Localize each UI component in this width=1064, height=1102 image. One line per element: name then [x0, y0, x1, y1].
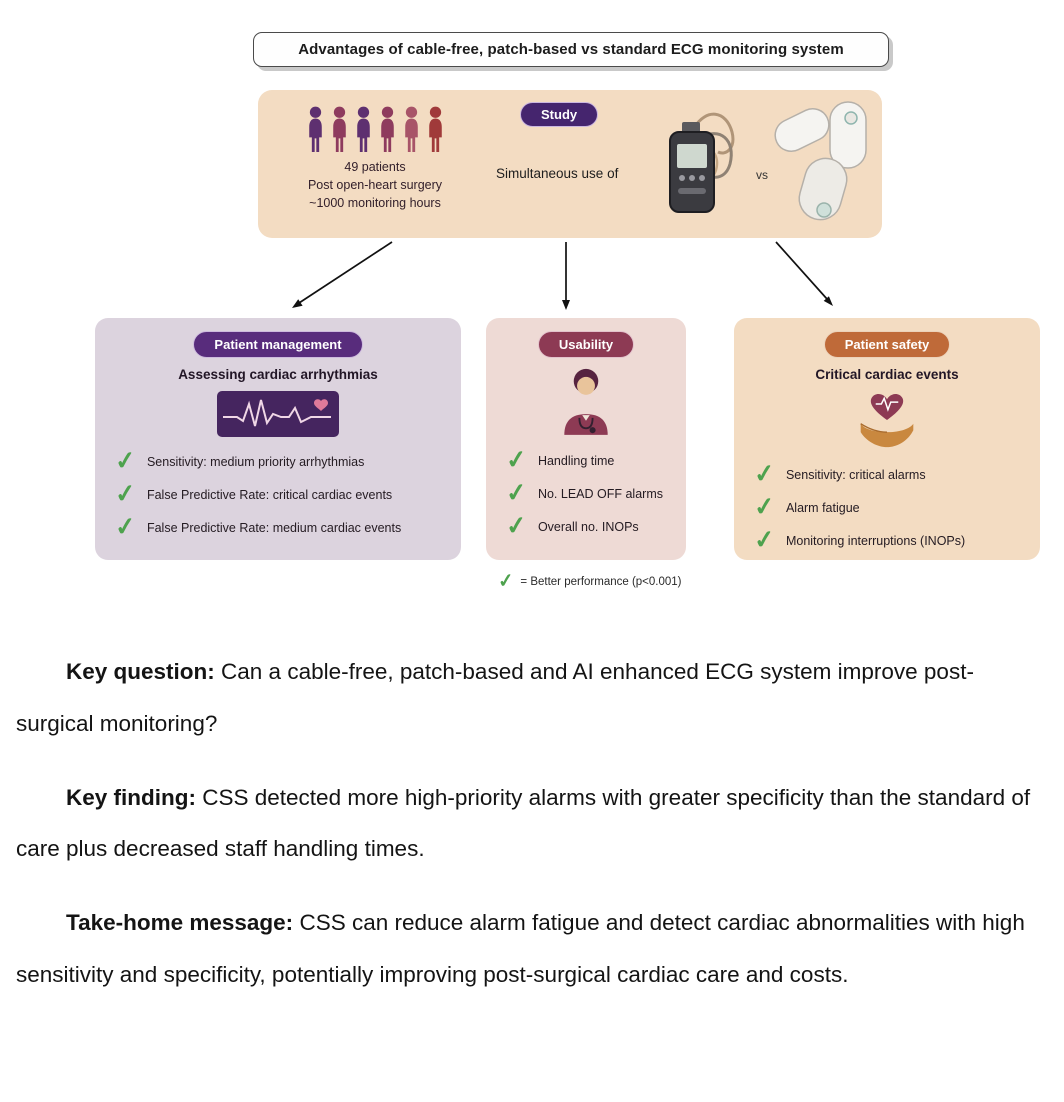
box-patient-safety [734, 318, 1040, 560]
check-icon: ✓ [497, 570, 516, 593]
person-icon [305, 106, 326, 152]
patient-safety-badge: Patient safety [824, 331, 951, 358]
check-icon: ✓ [504, 477, 529, 509]
study-panel [258, 90, 882, 238]
check-icon: ✓ [752, 491, 777, 523]
ecg-monitor-icon [646, 104, 742, 228]
key-question-text: Can a cable-free, patch-based and AI enhanced ECG system improve post-surgical monitoring? [16, 659, 974, 736]
box-usability [486, 318, 686, 560]
take-home-text: CSS can reduce alarm fatigue and detect cardiac abnormalities with high sensitivity and specificity, potentially improving post-surgical cardiac care and costs. [16, 910, 1025, 987]
list-item: ✓ Handling time [504, 444, 615, 476]
legend [440, 572, 740, 591]
title-banner [253, 32, 889, 67]
check-icon: ✓ [113, 445, 138, 477]
check-icon: ✓ [752, 458, 777, 490]
list-item: ✓ Sensitivity: medium priority arrhythmias [113, 445, 365, 477]
check-icon: ✓ [504, 510, 529, 542]
list-item: ✓ False Predictive Rate: medium cardiac events [113, 511, 402, 543]
box-patient-management [95, 318, 461, 560]
flow-arrows [0, 238, 1064, 318]
patient-icons [280, 106, 470, 152]
patients-hours: ~1000 monitoring hours [309, 196, 441, 211]
key-finding-paragraph [16, 772, 1048, 876]
take-home-label: Take-home message: [66, 910, 294, 935]
list-item: ✓ Alarm fatigue [752, 491, 860, 523]
person-icon [353, 106, 374, 152]
patients-group [280, 106, 470, 212]
person-icon [425, 106, 446, 152]
check-icon: ✓ [752, 524, 777, 556]
patients-condition: Post open-heart surgery [307, 178, 443, 193]
check-icon: ✓ [113, 478, 138, 510]
check-icon: ✓ [504, 444, 529, 476]
check-icon: ✓ [113, 511, 138, 543]
person-icon [329, 106, 350, 152]
patient-safety-title: Critical cardiac events [815, 367, 959, 382]
study-badge: Study [520, 102, 598, 127]
key-finding-label: Key finding: [66, 784, 196, 810]
key-question-label: Key question: [66, 659, 215, 684]
heart-in-hand-icon [848, 388, 926, 450]
patient-safety-items [734, 458, 1040, 557]
take-home-paragraph [16, 897, 1048, 1001]
legend-text: = Better performance (p<0.001) [520, 575, 682, 588]
usability-items [486, 444, 686, 543]
list-item: ✓ Monitoring interruptions (INOPs) [752, 524, 966, 556]
person-icon [377, 106, 398, 152]
simultaneous-use-label: Simultaneous use of [496, 166, 619, 181]
ecg-waveform-icon [217, 391, 339, 437]
nurse-icon [553, 364, 619, 436]
key-finding-text: CSS detected more high-priority alarms with greater specificity than the standard of care plus decreased staff handling times. [16, 784, 1031, 862]
patient-management-badge: Patient management [193, 331, 362, 358]
usability-badge: Usability [538, 331, 634, 358]
person-icon [401, 106, 422, 152]
page-title: Advantages of cable-free, patch-based vs standard ECG monitoring system [298, 41, 844, 58]
list-item: ✓ No. LEAD OFF alarms [504, 477, 663, 509]
list-item: ✓ False Predictive Rate: critical cardiac events [113, 478, 393, 510]
key-question-paragraph [16, 646, 1048, 750]
vs-label: vs [756, 168, 768, 182]
list-item: ✓ Sensitivity: critical alarms [752, 458, 926, 490]
patient-management-title: Assessing cardiac arrhythmias [178, 367, 378, 382]
list-item: ✓ Overall no. INOPs [504, 510, 639, 542]
patient-management-items [95, 445, 461, 544]
patch-device-icon [768, 98, 878, 230]
patients-count: 49 patients [344, 160, 406, 174]
summary-text [16, 646, 1048, 1023]
